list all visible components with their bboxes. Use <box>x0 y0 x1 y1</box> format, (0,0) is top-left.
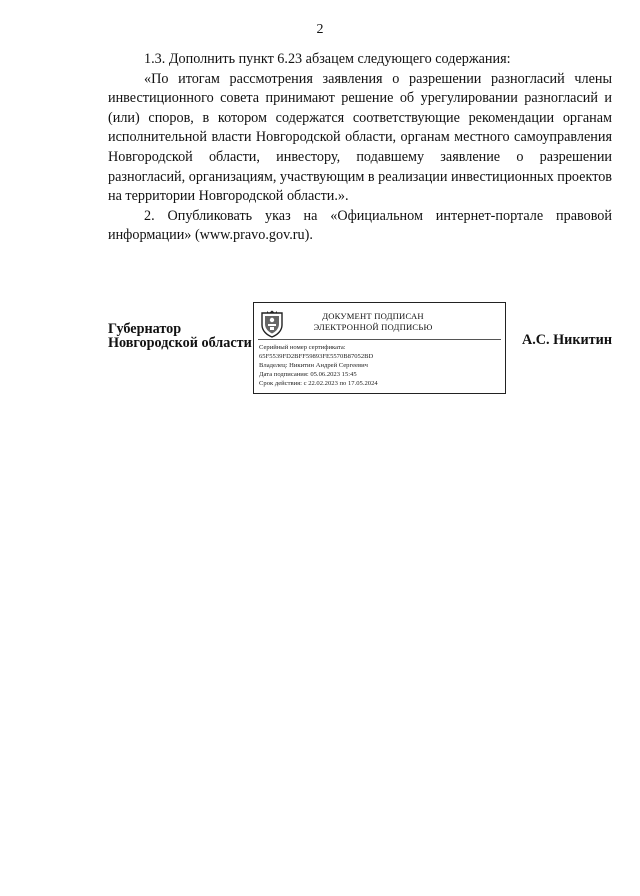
stamp-validity: Срок действия: с 22.02.2023 по 17.05.2024 <box>259 380 378 387</box>
paragraph-amendment-intro: 1.3. Дополнить пункт 6.23 абзацем следующего содержания: <box>144 51 511 67</box>
stamp-heading-line2: ЭЛЕКТРОННОЙ ПОДПИСЬЮ <box>313 322 433 332</box>
stamp-serial-label: Серийный номер сертификата: <box>259 344 346 351</box>
stamp-heading-line1: ДОКУМЕНТ ПОДПИСАН <box>322 311 424 321</box>
stamp-details <box>259 343 499 388</box>
signer-position-line1: Губернатор <box>108 321 182 337</box>
electronic-signature-stamp <box>253 302 506 394</box>
signer-position <box>108 322 252 350</box>
paragraph-publication: 2. Опубликовать указ на «Официальном интернет-портале правовой информации» (www.pravo.gov.ru). <box>108 207 612 244</box>
signer-name: А.С. Никитин <box>521 332 612 348</box>
coat-of-arms-icon <box>259 310 285 338</box>
page-number: 2 <box>316 22 324 37</box>
document-body <box>108 50 612 246</box>
stamp-signed-date: Дата подписания: 05.06.2023 15:45 <box>259 371 357 378</box>
stamp-serial-value: 65F5539FD2BFF59893FE5570B87052BD <box>259 353 374 360</box>
signer-position-line2: Новгородской области <box>108 335 252 351</box>
stamp-owner: Владелец: Никитин Андрей Сергеевич <box>259 362 368 369</box>
signature-block <box>108 300 612 395</box>
stamp-divider <box>258 339 501 340</box>
stamp-heading <box>298 311 448 333</box>
paragraph-amendment-text: «По итогам рассмотрения заявления о разрешении разногласий члены инвестиционного совета принимают решение об урегулировании разногласий и (или) споров, в котором содержатся соответствующие рекомендации органам исполнительной власти Новгородской области, органам местного самоуправления Новгородской области, инвестору, подавшему заявление о разрешении разногласий, организациям, участвующим в реализации инвестиционных проектов на территории Новгородской области.». <box>108 70 612 205</box>
